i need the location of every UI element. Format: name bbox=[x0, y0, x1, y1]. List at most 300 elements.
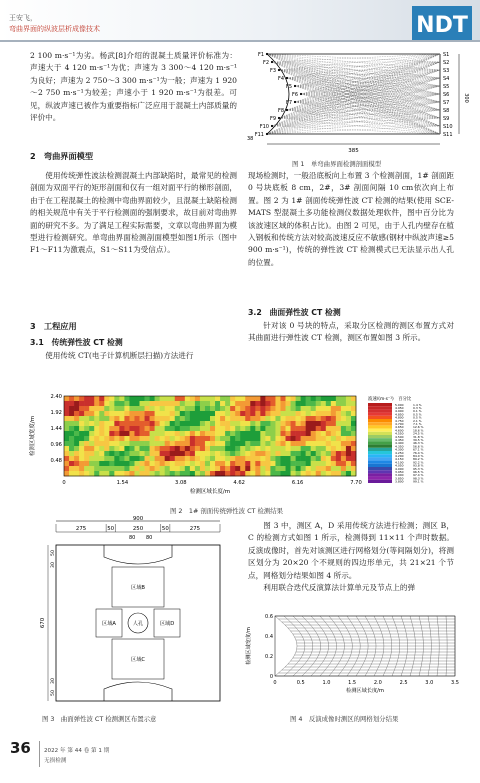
receiver-label: S11 bbox=[443, 132, 453, 138]
heatmap-cell bbox=[341, 421, 346, 426]
heatmap-cell bbox=[351, 451, 356, 456]
bottom-curve bbox=[104, 682, 172, 701]
logo-text: NDT bbox=[416, 13, 468, 38]
heatmap-cell bbox=[291, 446, 296, 451]
y-tick-label: 1.44 bbox=[50, 426, 62, 432]
heatmap-cell bbox=[94, 441, 99, 446]
legend-swatch bbox=[368, 422, 392, 425]
heatmap-cell bbox=[160, 461, 165, 466]
heatmap-cell bbox=[286, 396, 291, 401]
heatmap-cell bbox=[129, 431, 134, 436]
figure-3-diagram bbox=[34, 515, 232, 705]
dimension-side: 50 bbox=[51, 690, 56, 696]
top-curve bbox=[104, 545, 172, 564]
heatmap-cell bbox=[185, 461, 190, 466]
heatmap-cell bbox=[109, 456, 114, 461]
heatmap-cell bbox=[351, 401, 356, 406]
x-axis-label: 检测区域长度/m bbox=[189, 489, 231, 495]
heatmap-cell bbox=[280, 461, 285, 466]
heatmap-cell bbox=[200, 421, 205, 426]
heatmap-cell bbox=[94, 401, 99, 406]
heatmap-cell bbox=[150, 466, 155, 471]
heatmap-cell bbox=[79, 466, 84, 471]
heatmap-cell bbox=[140, 416, 145, 421]
heatmap-cell bbox=[150, 431, 155, 436]
heatmap-cell bbox=[291, 396, 296, 401]
heatmap-cell bbox=[145, 446, 150, 451]
heatmap-cell bbox=[119, 426, 124, 431]
heatmap-cell bbox=[240, 446, 245, 451]
heatmap-cell bbox=[175, 411, 180, 416]
heatmap-cell bbox=[291, 416, 296, 421]
heatmap-cell bbox=[331, 406, 336, 411]
heatmap-cell bbox=[296, 451, 301, 456]
legend-swatch bbox=[368, 438, 392, 441]
heatmap-cell bbox=[210, 411, 215, 416]
heatmap-cell bbox=[99, 436, 104, 441]
heatmap-cell bbox=[240, 456, 245, 461]
heatmap-cell bbox=[240, 426, 245, 431]
heatmap-cell bbox=[180, 426, 185, 431]
heatmap-cell bbox=[124, 416, 129, 421]
heatmap-cell bbox=[79, 446, 84, 451]
heatmap-cell bbox=[150, 426, 155, 431]
heatmap-cell bbox=[160, 436, 165, 441]
heatmap-cell bbox=[109, 471, 114, 476]
heatmap-cell bbox=[129, 421, 134, 426]
heatmap-cell bbox=[175, 431, 180, 436]
heatmap-cell bbox=[190, 471, 195, 476]
heatmap-cell bbox=[205, 416, 210, 421]
heatmap-cell bbox=[291, 411, 296, 416]
heatmap-cell bbox=[311, 421, 316, 426]
heatmap-cell bbox=[119, 406, 124, 411]
heatmap-cell bbox=[336, 456, 341, 461]
heatmap-cell bbox=[331, 396, 336, 401]
legend-value: 4.250 bbox=[395, 450, 404, 455]
heatmap-cell bbox=[140, 401, 145, 406]
heatmap-cell bbox=[94, 411, 99, 416]
heatmap-cell bbox=[341, 426, 346, 431]
ray-path bbox=[287, 78, 440, 134]
heatmap-cell bbox=[306, 456, 311, 461]
receiver-label: S9 bbox=[443, 116, 450, 122]
figure-1-caption: 图 1 单弯曲界面检测剖面模型 bbox=[292, 160, 382, 168]
heatmap-cell bbox=[225, 411, 230, 416]
heatmap-cell bbox=[114, 421, 119, 426]
source-label: F11 bbox=[254, 132, 264, 138]
heatmap-cell bbox=[155, 406, 160, 411]
heatmap-cell bbox=[119, 421, 124, 426]
heatmap-cell bbox=[134, 451, 139, 456]
heatmap-cell bbox=[316, 461, 321, 466]
heatmap-cell bbox=[215, 401, 220, 406]
heatmap-cell bbox=[245, 416, 250, 421]
heatmap-cell bbox=[175, 446, 180, 451]
heatmap-cell bbox=[89, 411, 94, 416]
heatmap-cell bbox=[165, 406, 170, 411]
heatmap-cell bbox=[220, 446, 225, 451]
heatmap-cell bbox=[270, 426, 275, 431]
receiver-label: S2 bbox=[443, 60, 450, 66]
heatmap-cell bbox=[255, 451, 260, 456]
heatmap-cell bbox=[190, 426, 195, 431]
heatmap-cell bbox=[134, 421, 139, 426]
heatmap-cell bbox=[180, 456, 185, 461]
heatmap-cell bbox=[140, 441, 145, 446]
heatmap-cell bbox=[331, 456, 336, 461]
heatmap-cell bbox=[79, 441, 84, 446]
heatmap-cell bbox=[291, 461, 296, 466]
heatmap-cell bbox=[351, 431, 356, 436]
heatmap-cell bbox=[260, 421, 265, 426]
heatmap-cell bbox=[346, 416, 351, 421]
zone-label: 人孔 bbox=[132, 621, 144, 627]
heatmap-cell bbox=[270, 456, 275, 461]
heatmap-cell bbox=[265, 401, 270, 406]
heatmap-cell bbox=[275, 421, 280, 426]
legend-value: 3.800 bbox=[395, 479, 404, 484]
heatmap-cell bbox=[225, 436, 230, 441]
source-point bbox=[286, 77, 288, 79]
heatmap-cell bbox=[220, 431, 225, 436]
heatmap-cell bbox=[124, 396, 129, 401]
heatmap-cell bbox=[124, 456, 129, 461]
legend-percent: 2.1 % bbox=[413, 418, 422, 423]
legend-swatch bbox=[368, 403, 392, 406]
dimension-inner: 80 bbox=[146, 535, 153, 541]
heatmap-cell bbox=[94, 466, 99, 471]
heatmap-cell bbox=[99, 411, 104, 416]
legend-percent: 39.5 % bbox=[413, 438, 424, 442]
left-para-31 bbox=[30, 350, 237, 362]
x-tick-label: 2.0 bbox=[373, 680, 382, 686]
heatmap-cell bbox=[321, 451, 326, 456]
heatmap-cell bbox=[114, 441, 119, 446]
section-2-title: 2 弯曲界面模型 bbox=[30, 151, 94, 161]
heatmap-cell bbox=[180, 471, 185, 476]
heatmap-cell bbox=[336, 401, 341, 406]
heatmap-cell bbox=[124, 406, 129, 411]
heatmap-cell bbox=[225, 431, 230, 436]
heatmap-cell bbox=[260, 436, 265, 441]
heatmap-cell bbox=[321, 456, 326, 461]
heatmap-cell bbox=[104, 471, 109, 476]
heatmap-cell bbox=[94, 446, 99, 451]
heatmap-cell bbox=[311, 406, 316, 411]
heatmap-cell bbox=[280, 421, 285, 426]
heatmap-cell bbox=[316, 411, 321, 416]
heatmap-cell bbox=[200, 436, 205, 441]
heatmap-cell bbox=[275, 466, 280, 471]
footer-divider bbox=[39, 741, 40, 767]
x-tick-label: 0 bbox=[273, 680, 277, 686]
heatmap-cell bbox=[326, 431, 331, 436]
heatmap-cell bbox=[235, 441, 240, 446]
heatmap-cell bbox=[230, 451, 235, 456]
heatmap-cell bbox=[200, 471, 205, 476]
heatmap-cell bbox=[351, 471, 356, 476]
heatmap-cell bbox=[346, 436, 351, 441]
heatmap-cell bbox=[286, 456, 291, 461]
x-tick-label: 0 bbox=[62, 480, 66, 486]
heatmap-cell bbox=[210, 406, 215, 411]
heatmap-cell bbox=[74, 431, 79, 436]
heatmap-cell bbox=[346, 471, 351, 476]
heatmap-cell bbox=[170, 451, 175, 456]
heatmap-cell bbox=[341, 411, 346, 416]
heatmap-cell bbox=[195, 426, 200, 431]
heatmap-cell bbox=[195, 441, 200, 446]
heatmap-cell bbox=[331, 411, 336, 416]
heatmap-cell bbox=[180, 416, 185, 421]
heatmap-cell bbox=[124, 461, 129, 466]
heatmap-cell bbox=[74, 421, 79, 426]
heatmap-cell bbox=[230, 436, 235, 441]
heatmap-cell bbox=[195, 421, 200, 426]
heatmap-cell bbox=[180, 466, 185, 471]
heatmap-cell bbox=[336, 406, 341, 411]
heatmap-cell bbox=[255, 441, 260, 446]
heatmap-cell bbox=[265, 396, 270, 401]
legend-percent: 96.5 % bbox=[413, 470, 424, 474]
heatmap-cell bbox=[205, 396, 210, 401]
heatmap-cell bbox=[210, 396, 215, 401]
heatmap-cell bbox=[301, 401, 306, 406]
y-tick-label: 0.6 bbox=[265, 614, 273, 620]
heatmap-cell bbox=[341, 416, 346, 421]
heatmap-cell bbox=[215, 411, 220, 416]
heatmap-cell bbox=[150, 441, 155, 446]
heatmap-cell bbox=[205, 446, 210, 451]
heatmap-cell bbox=[109, 431, 114, 436]
heatmap-cell bbox=[240, 411, 245, 416]
heatmap-cell bbox=[321, 466, 326, 471]
heatmap-cell bbox=[99, 401, 104, 406]
receiver-label: S8 bbox=[443, 108, 450, 114]
heatmap-cell bbox=[114, 401, 119, 406]
heatmap-cell bbox=[301, 406, 306, 411]
heatmap-cell bbox=[64, 421, 69, 426]
heatmap-cell bbox=[155, 456, 160, 461]
heatmap-cell bbox=[74, 446, 79, 451]
heatmap-cell bbox=[296, 436, 301, 441]
heatmap-cell bbox=[160, 431, 165, 436]
heatmap-cell bbox=[341, 451, 346, 456]
heatmap-cell bbox=[336, 461, 341, 466]
heatmap-cell bbox=[140, 421, 145, 426]
heatmap-cell bbox=[270, 461, 275, 466]
heatmap-cell bbox=[326, 396, 331, 401]
heatmap-cell bbox=[205, 406, 210, 411]
source-point bbox=[266, 133, 268, 135]
heatmap-cell bbox=[296, 426, 301, 431]
heatmap-cell bbox=[250, 406, 255, 411]
heatmap-cell bbox=[160, 466, 165, 471]
heatmap-cell bbox=[84, 436, 89, 441]
source-point bbox=[294, 85, 296, 87]
heatmap-cell bbox=[195, 461, 200, 466]
heatmap-cell bbox=[245, 411, 250, 416]
heatmap-cell bbox=[265, 411, 270, 416]
heatmap-cell bbox=[291, 451, 296, 456]
heatmap-cell bbox=[260, 466, 265, 471]
heatmap-cell bbox=[195, 396, 200, 401]
heatmap-cell bbox=[99, 461, 104, 466]
heatmap-cell bbox=[134, 446, 139, 451]
heatmap-cell bbox=[230, 421, 235, 426]
heatmap-cell bbox=[265, 471, 270, 476]
heatmap-cell bbox=[316, 426, 321, 431]
legend-value: 4.850 bbox=[395, 412, 404, 417]
heatmap-cell bbox=[119, 441, 124, 446]
heatmap-cell bbox=[114, 456, 119, 461]
heatmap-cell bbox=[190, 406, 195, 411]
legend-value: 4.650 bbox=[395, 425, 404, 430]
author-name: 王安飞， bbox=[9, 14, 37, 22]
heatmap-cell bbox=[230, 456, 235, 461]
heatmap-cell bbox=[84, 396, 89, 401]
heatmap-cell bbox=[185, 431, 190, 436]
heatmap-cell bbox=[245, 421, 250, 426]
heatmap-cell bbox=[351, 441, 356, 446]
heatmap-cell bbox=[255, 396, 260, 401]
heatmap-cell bbox=[296, 461, 301, 466]
heatmap-cell bbox=[170, 401, 175, 406]
heatmap-cell bbox=[235, 416, 240, 421]
heatmap-cell bbox=[94, 406, 99, 411]
heatmap-cell bbox=[311, 396, 316, 401]
source-label: F2 bbox=[262, 60, 269, 66]
heatmap-cell bbox=[326, 471, 331, 476]
legend-swatch bbox=[368, 413, 392, 416]
heatmap-cell bbox=[326, 401, 331, 406]
heatmap-cell bbox=[270, 466, 275, 471]
heatmap-cell bbox=[150, 396, 155, 401]
legend-value: 4.200 bbox=[395, 454, 404, 458]
heatmap-cell bbox=[301, 426, 306, 431]
heatmap-cell bbox=[79, 451, 84, 456]
heatmap-cell bbox=[84, 446, 89, 451]
heatmap-cell bbox=[64, 396, 69, 401]
receiver-label: S5 bbox=[443, 84, 450, 90]
heatmap-cell bbox=[145, 411, 150, 416]
receiver-label: S10 bbox=[443, 124, 453, 130]
heatmap-cell bbox=[74, 411, 79, 416]
heatmap-cell bbox=[185, 451, 190, 456]
heatmap-cell bbox=[180, 411, 185, 416]
heatmap-cell bbox=[316, 466, 321, 471]
x-tick-label: 0.5 bbox=[296, 680, 305, 686]
heatmap-cell bbox=[235, 421, 240, 426]
heatmap-cell bbox=[316, 441, 321, 446]
heatmap-cell bbox=[69, 471, 74, 476]
heatmap-cell bbox=[245, 396, 250, 401]
heatmap-cell bbox=[99, 466, 104, 471]
heatmap-cell bbox=[89, 456, 94, 461]
legend-percent: 56.6 % bbox=[413, 444, 424, 449]
heatmap-cell bbox=[210, 471, 215, 476]
heatmap-cell bbox=[180, 446, 185, 451]
heatmap-cell bbox=[104, 431, 109, 436]
heatmap-cell bbox=[84, 411, 89, 416]
heatmap-cell bbox=[286, 406, 291, 411]
heatmap-cell bbox=[155, 431, 160, 436]
heatmap-cell bbox=[175, 401, 180, 406]
heatmap-cell bbox=[331, 436, 336, 441]
heatmap-cell bbox=[170, 406, 175, 411]
heatmap-cell bbox=[260, 431, 265, 436]
heatmap-cell bbox=[326, 426, 331, 431]
heatmap-cell bbox=[155, 461, 160, 466]
heatmap-cell bbox=[265, 436, 270, 441]
heatmap-cell bbox=[140, 471, 145, 476]
ray-path bbox=[279, 70, 440, 94]
ray-path bbox=[287, 110, 440, 134]
heatmap-cell bbox=[140, 446, 145, 451]
heatmap-cell bbox=[255, 431, 260, 436]
heatmap-cell bbox=[321, 416, 326, 421]
heatmap-cell bbox=[291, 441, 296, 446]
ray-path bbox=[287, 54, 440, 78]
heatmap-cell bbox=[260, 456, 265, 461]
dimension-top: 275 bbox=[189, 526, 201, 532]
running-title: 弯曲界面的纵波层析成像技术 bbox=[9, 25, 100, 33]
heatmap-cell bbox=[69, 446, 74, 451]
legend-percent: 99.1 % bbox=[413, 479, 424, 484]
heatmap-cell bbox=[114, 411, 119, 416]
heatmap-cell bbox=[89, 416, 94, 421]
heatmap-cell bbox=[296, 421, 301, 426]
heatmap-cell bbox=[79, 416, 84, 421]
heatmap-cell bbox=[190, 441, 195, 446]
source-label: F8 bbox=[277, 108, 284, 114]
source-point bbox=[278, 69, 280, 71]
heatmap-cell bbox=[351, 446, 356, 451]
heatmap-cell bbox=[341, 441, 346, 446]
heatmap-cell bbox=[215, 416, 220, 421]
heatmap-cell bbox=[326, 436, 331, 441]
receiver-label: S1 bbox=[443, 52, 450, 58]
heatmap-cell bbox=[301, 436, 306, 441]
heatmap-cell bbox=[240, 441, 245, 446]
heatmap-cell bbox=[245, 456, 250, 461]
dimension-top: 275 bbox=[75, 526, 87, 532]
heatmap-cell bbox=[190, 396, 195, 401]
heatmap-cell bbox=[160, 471, 165, 476]
legend-value: 3.950 bbox=[395, 470, 404, 474]
heatmap-cell bbox=[170, 426, 175, 431]
heatmap-cell bbox=[301, 461, 306, 466]
heatmap-cell bbox=[205, 426, 210, 431]
heatmap-cell bbox=[215, 431, 220, 436]
heatmap-cell bbox=[210, 461, 215, 466]
source-label: F4 bbox=[277, 76, 284, 82]
heatmap-cell bbox=[175, 436, 180, 441]
heatmap-cell bbox=[255, 471, 260, 476]
heatmap-cell bbox=[190, 421, 195, 426]
heatmap-cell bbox=[331, 451, 336, 456]
heatmap-cell bbox=[296, 416, 301, 421]
paragraph: 现场检测时，一般沿底板向上布置 3 个检测剖面，1# 剖面距 0 号块底板 8 cm，2#，3# 剖面间隔 10 cm依次向上布置。图 2 为 1# 剖面传统弹性波 CT 检测的结果(使用 SCE-MATS 型混凝土多功能检测仪数据处理软件，图中百分比为该波速区域的体积占比)。由图 2 可见，由于人孔内壁存在植入钢板和传统方法对较高波速反应不敏感(钢材中纵波声速≥5 900 m·s⁻¹)，传统的弹性波 CT 检测模式已无法显示出人孔的位置。 bbox=[248, 171, 454, 267]
heatmap-cell bbox=[84, 426, 89, 431]
heatmap-cell bbox=[245, 466, 250, 471]
heatmap-cell bbox=[220, 416, 225, 421]
legend-value: 5.000 bbox=[395, 402, 404, 407]
source-point bbox=[278, 117, 280, 119]
paragraph: 图 3 中，测区 A，D 采用传统方法进行检测；测区 B，C 的检测方式如图 1 所示，检测得到 11×11 个声时数据。反演成像时，首先对该测区进行网格划分(等间隔划分)，将测区划分为 20×20 个不规则的四边形单元，共 21×21 个节点，网格划分结果如图 4 所示。 bbox=[248, 521, 454, 580]
heatmap-cell bbox=[150, 421, 155, 426]
